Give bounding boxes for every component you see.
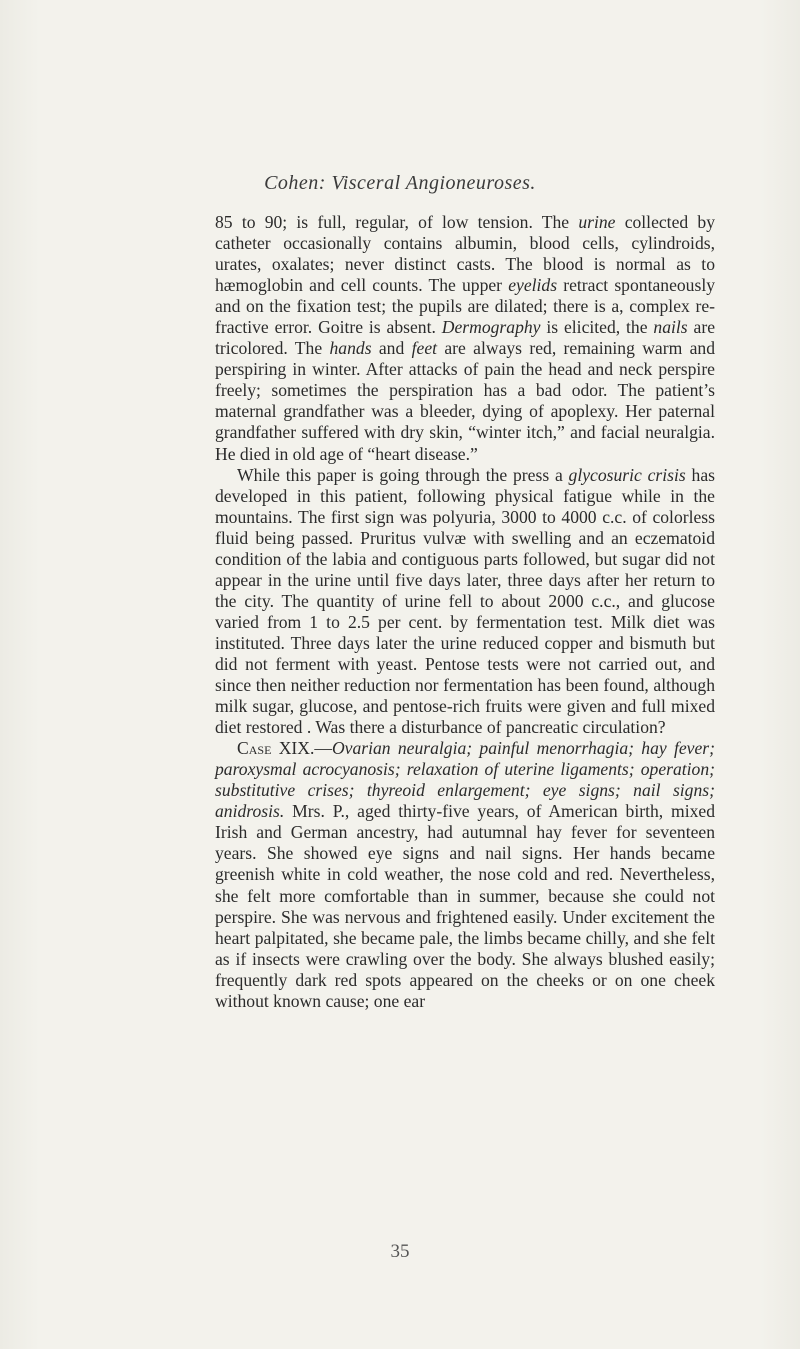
italic-text: Ovarian neuralgia; painful menorrhagia; hay fever; paroxysmal acrocyanosis; relaxation of uterine ligaments; operation; substitutive crises; thyreoid enlargement; eye signs; nail signs; anidrosis. [215,738,715,822]
text-run: 85 to 90; is full, regular, of low tension. The [215,212,579,232]
text-run: collected by catheter occasionally contains albumin, blood cells, cylindroids, urates, oxalates; never distinct casts. The blood is normal as to hæmoglobin and cell counts. The upper [215,212,715,296]
text-run: is elicited, the [540,317,654,338]
text-run: are tricolored. The [215,317,715,359]
page-number: 35 [390,1241,410,1262]
text-run: XIX.— [271,738,332,759]
running-header: Cohen: Visceral Angioneuroses. [264,172,536,194]
italic-text: eyelids [508,275,558,296]
paragraph [215,738,715,1012]
text-run: and [371,338,412,359]
text-run: are always red, remaining warm and perspiring in winter. After attacks of pain the head and neck perspire freely; sometimes the perspiration has a bad odor. The patient’s maternal grandfather was a bleeder, dying of apoplexy. Her paternal grandfather suffered with dry skin, “winter itch,” and facial neuralgia. He died in old age of “heart disease.” [215,338,716,464]
italic-text: urine [578,212,616,232]
italic-text: nails [653,317,688,338]
paragraph [215,212,715,465]
text-run: has developed in this patient, following physical fatigue while in the mountains. The first sign was polyuria, 3000 to 4000 c.c. of colorless fluid being passed. Pruritus vulvæ with swelling and an eczematoid condition of the labia and contiguous parts followed, but sugar did not appear in the urine until five days later, three days after her return to the city. The quantity of urine fell to about 2000 c.c., and glucose varied from 1 to 2.5 per cent. by fermentation test. Milk diet was instituted. Three days later the urine reduced copper and bismuth but did not ferment with yeast. Pentose tests were not carried out, and since then neither reduction nor fermentation has been found, although milk sugar, glucose, and pentose-rich fruits were given and full mixed diet restored . Was there a disturbance of pancreatic circulation? [215,464,715,738]
italic-text: hands [329,338,372,359]
text-run: retract spontaneously and on the fixation test; the pupils are dilated; there is a, complex refractive error. Goitre is absent. [215,275,716,338]
italic-text: glycosuric crisis [568,464,686,485]
body-text [215,212,715,1012]
text-run: While this paper is going through the press a [237,464,569,485]
italic-text: feet [411,338,438,359]
text-run: Mrs. P., aged thirty-five years, of American birth, mixed Irish and German ancestry, had autumnal hay fever for seventeen years. She showed eye signs and nail signs. Her hands became greenish white in cold weather, the nose cold and red. Nevertheless, she felt more comfortable than in summer, because she could not perspire. She was nervous and frightened easily. Under excitement the heart palpitated, she became pale, the limbs became chilly, and she felt as if insects were crawling over the body. She always blushed easily; frequently dark red spots appeared on the cheeks or on one cheek without known cause; one ear [215,801,715,1011]
italic-text: Dermography [441,317,541,338]
case-label: Case [237,738,272,759]
paragraph [215,465,715,739]
